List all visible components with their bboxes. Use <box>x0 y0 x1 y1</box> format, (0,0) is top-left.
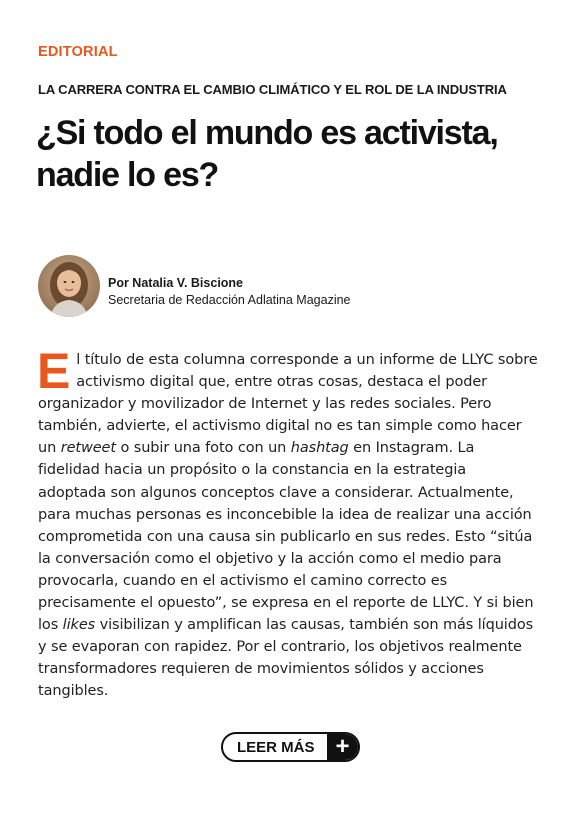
body-italic-likes: likes <box>62 617 96 634</box>
plus-icon: + <box>327 732 359 762</box>
article-body <box>37 343 538 703</box>
author-avatar <box>38 255 100 317</box>
author-photo <box>38 255 100 317</box>
article-kicker: LA CARRERA CONTRA EL CAMBIO CLIMÁTICO Y EL ROL DE LA INDUSTRIA <box>38 82 507 97</box>
body-italic-retweet: retweet <box>60 440 116 457</box>
author-role: Secretaria de Redacción Adlatina Magazine <box>108 293 351 307</box>
body-text-2: o subir una foto con un <box>115 440 291 457</box>
author-name: Por Natalia V. Biscione <box>108 276 244 290</box>
drop-cap: E <box>37 343 71 399</box>
body-text-1: l título de esta columna corresponde a un informe de LLYC sobre activismo digital que, entre otras cosas, destaca el poder organizador y movilizador de Internet y las redes sociales. Pero también, advierte, el activismo digital no es tan simple como hacer un <box>38 352 538 457</box>
article-headline: ¿Si todo el mundo es activista, nadie lo es? <box>36 114 498 194</box>
body-italic-hashtag: hashtag <box>290 440 349 457</box>
read-more-button[interactable] <box>221 732 360 762</box>
section-label: EDITORIAL <box>38 44 118 60</box>
read-more-label: LEER MÁS <box>237 738 315 756</box>
body-text-3: en Instagram. La fidelidad hacia un propósito o la constancia en la estrategia adoptada son algunos conceptos clave a considerar. Actualmente, para muchas personas es inconcebible la idea de realizar una acción comprometida con una causa sin publicarlo en sus redes. Esto “sitúa la conversación como el objetivo y la acción como el medio para provocarla, cuando en el activismo el camino correcto es precisamente el opuesto”, se expresa en el reporte de LLYC. Y si bien los <box>38 440 534 634</box>
body-text-4: visibilizan y amplifican las causas, también son más líquidos y se evaporan con rapidez. Por el contrario, los objetivos realmente transformadores requieren de movimientos sólidos y acciones tangibles. <box>38 617 534 700</box>
